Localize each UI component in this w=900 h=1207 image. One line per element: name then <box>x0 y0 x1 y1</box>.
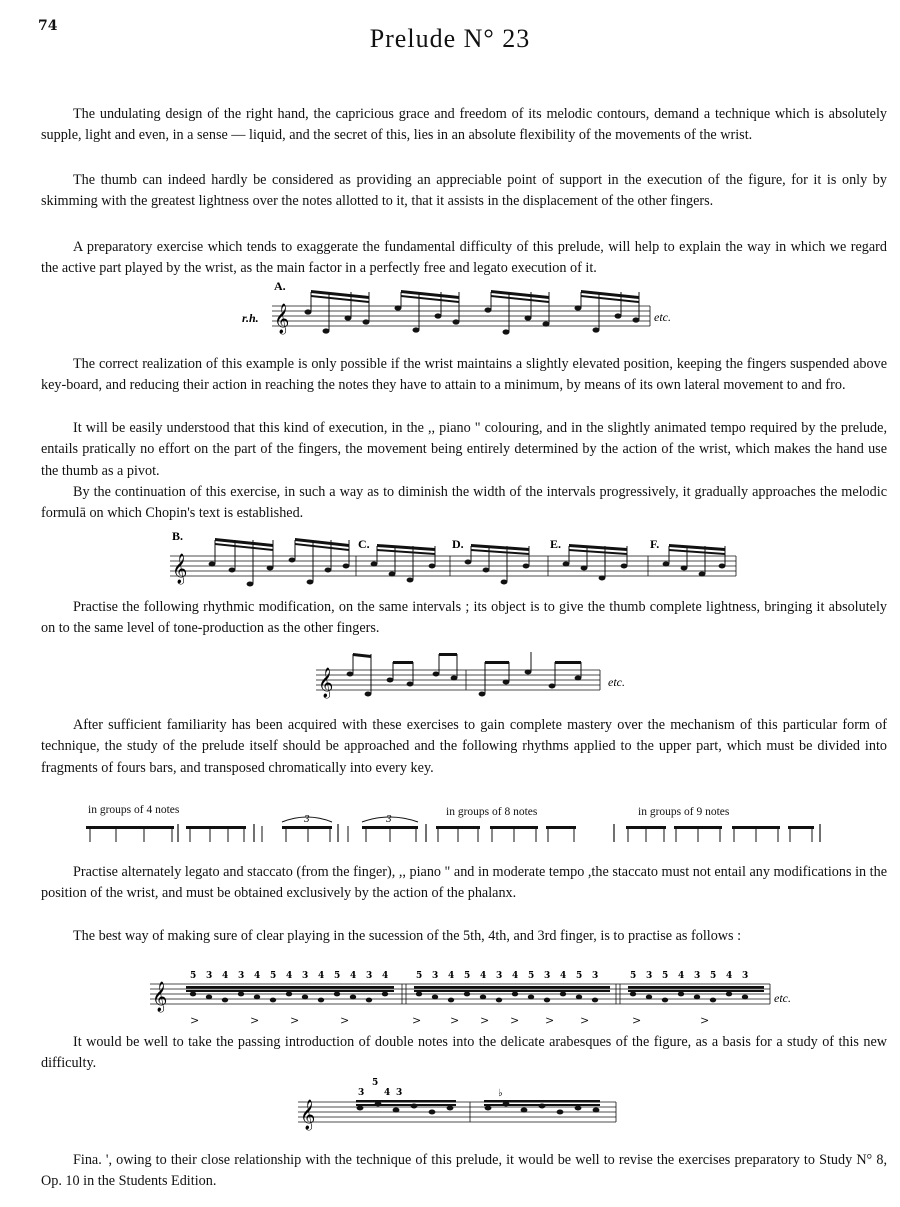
fingering-number: 4 <box>678 971 685 981</box>
svg-text:>: > <box>580 1014 590 1027</box>
triplet-mark-1: 3 <box>304 815 310 825</box>
svg-text:>: > <box>250 1014 260 1027</box>
note-head <box>318 998 324 1003</box>
example-d-label: D. <box>452 537 464 551</box>
note-head <box>302 995 308 1000</box>
paragraph-2-text: The thumb can indeed hardly be considered as providing an appreciable point of support in the execution of the figure, for it is only by skimming with the greatest lightness over the notes allotted to it, that it assists in the displacement of the other fingers. <box>41 172 887 210</box>
note-head <box>448 998 454 1003</box>
fingering-number: 3 <box>646 971 653 981</box>
fingering-number: 5 <box>662 971 669 981</box>
beams <box>353 653 581 664</box>
example-e-label: E. <box>550 537 562 551</box>
fingering-number: 3 <box>544 971 551 981</box>
note-head <box>710 998 716 1003</box>
note-head <box>270 998 276 1003</box>
etc-text: etc. <box>608 675 625 689</box>
paragraph-12 <box>41 1150 887 1193</box>
note-head <box>592 998 598 1003</box>
beams <box>356 1100 600 1106</box>
paragraph-1 <box>41 104 887 147</box>
note-head <box>334 992 340 997</box>
fingering-b: 4 <box>384 1088 391 1098</box>
svg-text:>: > <box>480 1014 490 1027</box>
note-head <box>560 992 566 997</box>
svg-text:>: > <box>510 1014 520 1027</box>
treble-clef-icon: 𝄞 <box>300 1100 316 1130</box>
fingering-number: 3 <box>366 971 373 981</box>
music-example-fingers-svg <box>150 968 830 1034</box>
fingering-number: 3 <box>694 971 701 981</box>
paragraph-5 <box>41 418 887 482</box>
note-head <box>678 992 684 997</box>
triplet-mark-2: 3 <box>386 815 392 825</box>
music-example-rhythm-mod <box>316 648 656 708</box>
paragraph-9-text: Practise alternately legato and staccato (from the finger), ,, piano " and in moderate tempo ,the staccato must not entail any modifications in the position of the wrist, and must be obtained exclusively by the action of the phalanx. <box>41 864 887 902</box>
fingering-number: 4 <box>726 971 733 981</box>
note-head <box>646 995 652 1000</box>
treble-clef-icon: 𝄞 <box>152 982 168 1012</box>
paragraph-2 <box>41 170 887 213</box>
note-head <box>694 995 700 1000</box>
fingering-number: 4 <box>350 971 357 981</box>
example-c-label: C. <box>358 537 370 551</box>
svg-text:>: > <box>632 1014 642 1027</box>
etc-text: etc. <box>654 310 671 324</box>
note-head <box>464 992 470 997</box>
paragraph-9 <box>41 862 887 905</box>
notes <box>357 1102 600 1115</box>
paragraph-4-text: The correct realization of this example is only possible if the wrist maintains a slightly elevated position, keeping the fingers suspended above key-board, and reducing their action in reaching the notes they have to attain to a minimum, by means of its own lateral movement to and fro. <box>41 356 887 394</box>
fingering-number: 5 <box>576 971 583 981</box>
paragraph-1-text: The undulating design of the right hand, the capricious grace and freedom of its melodic contours, demand a technique which is absolutely supple, light and even, in a sense — liquid, and the secret of this, lies in an absolute flexibility of the movements of the wrist. <box>41 106 887 144</box>
beams <box>311 290 639 303</box>
note-head <box>512 992 518 997</box>
note-head <box>206 995 212 1000</box>
staff-lines <box>316 670 600 690</box>
right-hand-label: r.h. <box>242 311 259 325</box>
music-example-a-svg <box>238 278 688 348</box>
svg-text:>: > <box>290 1014 300 1027</box>
note-head <box>544 998 550 1003</box>
fingering-number: 5 <box>464 971 471 981</box>
fingering-number: 4 <box>480 971 487 981</box>
fingering-number: 4 <box>448 971 455 981</box>
svg-text:>: > <box>190 1014 200 1027</box>
fingering-number: 5 <box>190 971 197 981</box>
note-head <box>254 995 260 1000</box>
rhythm-stems <box>86 826 814 829</box>
fingering-number: 4 <box>222 971 229 981</box>
flat-icon: ♭ <box>498 1088 503 1099</box>
example-b-label: B. <box>172 529 184 543</box>
fingering-number: 4 <box>318 971 325 981</box>
paragraph-6-text: By the continuation of this exercise, in such a way as to diminish the width of the intervals progressively, it gradually approaches the melodic formulā on which Chopin's text is established. <box>41 484 887 522</box>
svg-text:>: > <box>450 1014 460 1027</box>
fingering-number: 3 <box>206 971 213 981</box>
fingering-number: 3 <box>238 971 245 981</box>
rhythm-label-4: in groups of 4 notes <box>88 804 180 816</box>
fingering-a: 3 <box>358 1088 365 1098</box>
fingering-top: 5 <box>372 1078 379 1088</box>
paragraph-8 <box>41 715 887 779</box>
note-head <box>576 995 582 1000</box>
paragraph-7 <box>41 597 887 640</box>
fingering-number: 4 <box>286 971 293 981</box>
paragraph-6 <box>41 482 887 525</box>
fingering-number: 5 <box>416 971 423 981</box>
treble-clef-icon: 𝄞 <box>172 554 188 584</box>
music-example-b-f <box>170 526 740 596</box>
paragraph-8-text: After sufficient familiarity has been acquired with these exercises to gain complete mastery over the mechanism of this particular form of technique, the study of the prelude itself should be approached and the following rhythms applied to the upper part, which must be divided into fragments of fours bars, and transposed chromatically into every key. <box>41 717 887 776</box>
rhythm-label-8: in groups of 8 notes <box>446 806 538 818</box>
accent-marks <box>190 1014 709 1027</box>
rhythm-patterns <box>86 815 836 848</box>
fingering-number: 3 <box>496 971 503 981</box>
paragraph-10 <box>41 926 887 947</box>
paragraph-5-text: It will be easily understood that this kind of execution, in the ,, piano " colouring, and in the slightly animated tempo required by the prelude, entails pratically no effort on the part of the fingers, the movement being entirely determined by the action of the wrist, which makes the hand use the thumb as a pivot. <box>41 420 887 479</box>
note-head <box>350 995 356 1000</box>
page-title: Prelude N° 23 <box>369 24 531 53</box>
notes <box>347 670 582 697</box>
note-head <box>432 995 438 1000</box>
music-example-double-notes-svg <box>298 1076 628 1134</box>
note-head <box>382 992 388 997</box>
paragraph-7-text: Practise the following rhythmic modification, on the same intervals ; its object is to give the thumb complete lightness, bringing it absolutely on to the same level of tone-production as the other fingers. <box>41 599 887 637</box>
fingering-number: 5 <box>270 971 277 981</box>
music-example-a <box>238 278 688 348</box>
fingering-number: 5 <box>630 971 637 981</box>
music-example-rhythm-mod-svg <box>316 648 656 708</box>
fingering-number: 4 <box>560 971 567 981</box>
svg-text:>: > <box>545 1014 555 1027</box>
fingering-number: 5 <box>334 971 341 981</box>
page-number: 74 <box>38 18 58 34</box>
note-head <box>528 995 534 1000</box>
note-head <box>222 998 228 1003</box>
paragraph-11-text: It would be well to take the passing introduction of double notes into the delicate arabesques of the figure, as a basis for a study of this new difficulty. <box>41 1034 887 1072</box>
etc-text: etc. <box>774 991 791 1005</box>
fingering-number: 4 <box>254 971 261 981</box>
paragraph-11 <box>41 1032 887 1075</box>
stems <box>353 652 581 694</box>
music-example-fingers <box>150 968 830 1034</box>
fingering-number: 5 <box>710 971 717 981</box>
note-head <box>630 992 636 997</box>
notes <box>305 305 640 334</box>
note-head <box>480 995 486 1000</box>
note-head <box>190 992 196 997</box>
note-head <box>662 998 668 1003</box>
fingering-number: 3 <box>302 971 309 981</box>
note-head <box>496 998 502 1003</box>
rhythm-label-9: in groups of 9 notes <box>638 806 730 818</box>
rhythm-patterns-svg <box>86 815 836 848</box>
paragraph-4 <box>41 354 887 397</box>
note-head <box>416 992 422 997</box>
svg-text:>: > <box>412 1014 422 1027</box>
note-head <box>742 995 748 1000</box>
note-head <box>286 992 292 997</box>
fingering-number: 4 <box>512 971 519 981</box>
example-f-label: F. <box>650 537 660 551</box>
fingering-number: 3 <box>432 971 439 981</box>
music-example-double-notes <box>298 1076 628 1134</box>
paragraph-3-text: A preparatory exercise which tends to exaggerate the fundamental difficulty of this prelude, will help to explain the way in which we regard the active part played by the wrist, as the main factor in a perfectly free and legato execution of it. <box>41 239 887 277</box>
fingering-number: 4 <box>382 971 389 981</box>
svg-text:>: > <box>340 1014 350 1027</box>
beams <box>215 538 725 555</box>
fingering-number: 3 <box>742 971 749 981</box>
note-head <box>726 992 732 997</box>
svg-text:>: > <box>700 1014 710 1027</box>
paragraph-12-text: Fina. ', owing to their close relationship with the technique of this prelude, it would be well to revise the exercises preparatory to Study N° 8, Op. 10 in the Students Edition. <box>41 1152 887 1190</box>
treble-clef-icon: 𝄞 <box>318 668 334 698</box>
fingering-number: 3 <box>592 971 599 981</box>
note-head <box>238 992 244 997</box>
fingering-c: 3 <box>396 1088 403 1098</box>
note-head <box>366 998 372 1003</box>
staff-lines <box>170 556 736 576</box>
treble-clef-icon: 𝄞 <box>274 304 290 334</box>
example-a-label: A. <box>274 279 286 293</box>
paragraph-3 <box>41 237 887 280</box>
paragraph-10-text: The best way of making sure of clear playing in the sucession of the 5th, 4th, and 3rd finger, is to practise as follows : <box>73 928 742 944</box>
fingering-number: 5 <box>528 971 535 981</box>
music-example-b-f-svg <box>170 526 740 596</box>
